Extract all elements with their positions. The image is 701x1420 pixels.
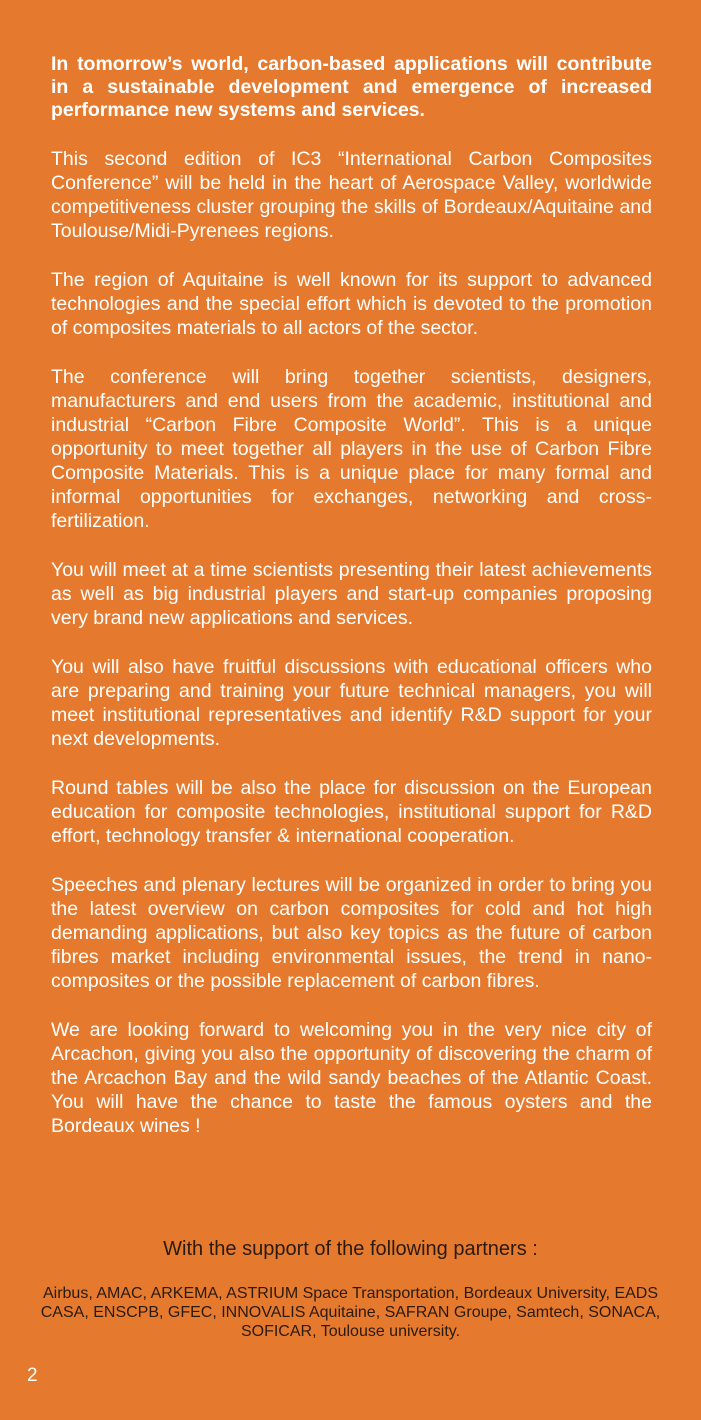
paragraph-arcachon-welcome: We are looking forward to welcoming you in the very nice city of Arcachon, giving you also the opportunity of discovering the charm of the Arcachon Bay and the wild sandy beaches of the Atlantic Coast. You will have the chance to taste the famous oysters and the Bordeaux wines ! [51, 1019, 652, 1137]
paragraph-educational-officers: You will also have fruitful discussions with educational officers who are preparing and training your future technical managers, you will meet institutional representatives and identify R&D support for your next developments. [51, 656, 652, 750]
paragraph-conference-edition: This second edition of IC3 “International Carbon Composites Conference” will be held in the heart of Aerospace Valley, worldwide competitiveness cluster grouping the skills of Bordeaux/Aquitaine and Toulouse/Midi-Pyrenees regions. [51, 148, 652, 242]
paragraph-speeches-lectures: Speeches and plenary lectures will be organized in order to bring you the latest overview on carbon composites for cold and hot high demanding applications, but also key topics as the future of carbon fibres market including environmental issues, the trend in nano-composites or the possible replacement of carbon fibres. [51, 874, 652, 992]
page-number: 2 [27, 1365, 38, 1386]
support-heading: With the support of the following partners : [163, 1238, 538, 1260]
paragraph-round-tables: Round tables will be also the place for discussion on the European education for composite technologies, institutional support for R&D effort, technology transfer & international cooperation. [51, 777, 652, 847]
paragraph-aquitaine-region: The region of Aquitaine is well known for its support to advanced technologies and the special effort which is devoted to the promotion of composites materials to all actors of the sector. [51, 269, 652, 339]
intro-statement: In tomorrow’s world, carbon-based applications will contribute in a sustainable development and emergence of increased performance new systems and services. [51, 53, 652, 121]
main-content [51, 53, 652, 1163]
partners-list: Airbus, AMAC, ARKEMA, ASTRIUM Space Transportation, Bordeaux University, EADS CASA, ENSCPB, GFEC, INNOVALIS Aquitaine, SAFRAN Groupe, Samtech, SONACA, SOFICAR, Toulouse university. [40, 1285, 661, 1340]
paragraph-conference-purpose: The conference will bring together scientists, designers, manufacturers and end users from the academic, institutional and industrial “Carbon Fibre Composite World”. This is a unique opportunity to meet together all players in the use of Carbon Fibre Composite Materials. This is a unique place for many formal and informal opportunities for exchanges, networking and cross-fertilization. [51, 366, 652, 532]
paragraph-meet-scientists: You will meet at a time scientists presenting their latest achievements as well as big industrial players and start-up companies proposing very brand new applications and services. [51, 559, 652, 629]
